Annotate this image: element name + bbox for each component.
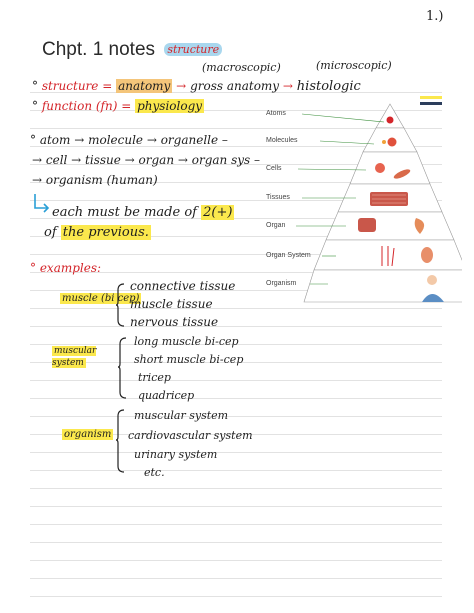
example-label: muscle (bi cep) [62,293,140,304]
example-label: organism [64,429,112,440]
anatomy-term: anatomy [118,79,171,93]
title-chapter: Chpt. 1 notes [42,39,156,60]
ruled-line [30,596,442,597]
branch-arrow-icon [30,192,52,216]
ruled-line [30,380,442,381]
example-item: etc. [144,466,165,479]
bracket-icon [116,282,126,328]
ruled-line [30,452,442,453]
organ-system-icon [421,247,433,263]
physiology-term: physiology [137,99,203,113]
example-item: long muscle bi-cep [134,335,239,348]
example-item: connective tissue [130,279,236,293]
rule-note-line-1 [52,206,234,219]
pyramid-diagram [262,100,462,308]
examples-label: examples: [39,261,102,275]
rule-note-previous: the previous. [62,225,149,240]
ruled-line [30,398,442,399]
example-muscular-system-label [52,346,112,369]
page-number: 1.) [426,9,444,24]
example-item: short muscle bi-cep [134,353,244,366]
organism-icon [427,275,437,285]
example-item: tricep [138,371,171,384]
microscopic-label: (microscopic) [316,59,392,72]
pyramid-level-label: Organ System [266,252,311,259]
example-item: urinary system [134,448,218,461]
example-label: muscular system [52,346,97,368]
rule-note-text: each must be made of [52,205,197,220]
ruled-line [30,308,442,309]
bracket-icon [118,336,128,400]
page-title [42,40,222,59]
ruled-line [30,470,442,471]
structure-term: structure = [41,79,113,93]
hierarchy-text-1: atom → molecule → organelle – [39,133,228,147]
ruled-line [30,542,442,543]
examples-heading: ° examples: [30,261,102,275]
example-item: muscle tissue [130,297,213,311]
histologic-term: histologic [296,79,361,94]
levels-of-organization-figure [262,100,462,308]
rule-note-line-2 [44,226,151,239]
ruled-line [30,488,442,489]
highlight-mark [420,96,442,99]
example-organism-label [62,430,113,440]
example-item: cardiovascular system [128,429,253,442]
molecule-icon [388,138,397,147]
macroscopic-label: (macroscopic) [202,61,281,74]
ruled-line [30,560,442,561]
ruled-line [30,524,442,525]
title-topic: structure [164,43,222,56]
cell-icon [375,163,385,173]
function-term: function (fn) = [41,99,132,113]
bracket-icon [116,408,126,474]
pyramid-level-label: Molecules [266,137,298,144]
hierarchy-line-3: → organism (human) [32,173,158,187]
ruled-line [30,578,442,579]
hierarchy-line-2: → cell → tissue → organ → organ sys – [32,153,260,167]
example-item: muscular system [134,409,229,422]
ruled-line [30,326,442,327]
ruled-line [30,506,442,507]
rule-note-of: of [44,225,57,240]
function-line: ° function (fn) = physiology [32,99,203,113]
hierarchy-line-1: ° atom → molecule → organelle – [30,133,228,147]
pyramid-level-label: Tissues [266,194,290,201]
pyramid-level-label: Organ [266,222,286,229]
ruled-line [30,416,442,417]
atom-icon [387,117,394,124]
rule-note-count: 2(+) [203,205,233,220]
pyramid-level-label: Cells [266,165,282,172]
gross-anatomy-term: gross anatomy [190,79,280,93]
pyramid-level-label: Atoms [266,110,286,117]
structure-line: ° structure = anatomy → gross anatomy → histologic [32,79,361,94]
pyramid-level-label: Organism [266,280,297,287]
example-item: quadricep [138,389,195,402]
example-item: nervous tissue [130,315,219,329]
